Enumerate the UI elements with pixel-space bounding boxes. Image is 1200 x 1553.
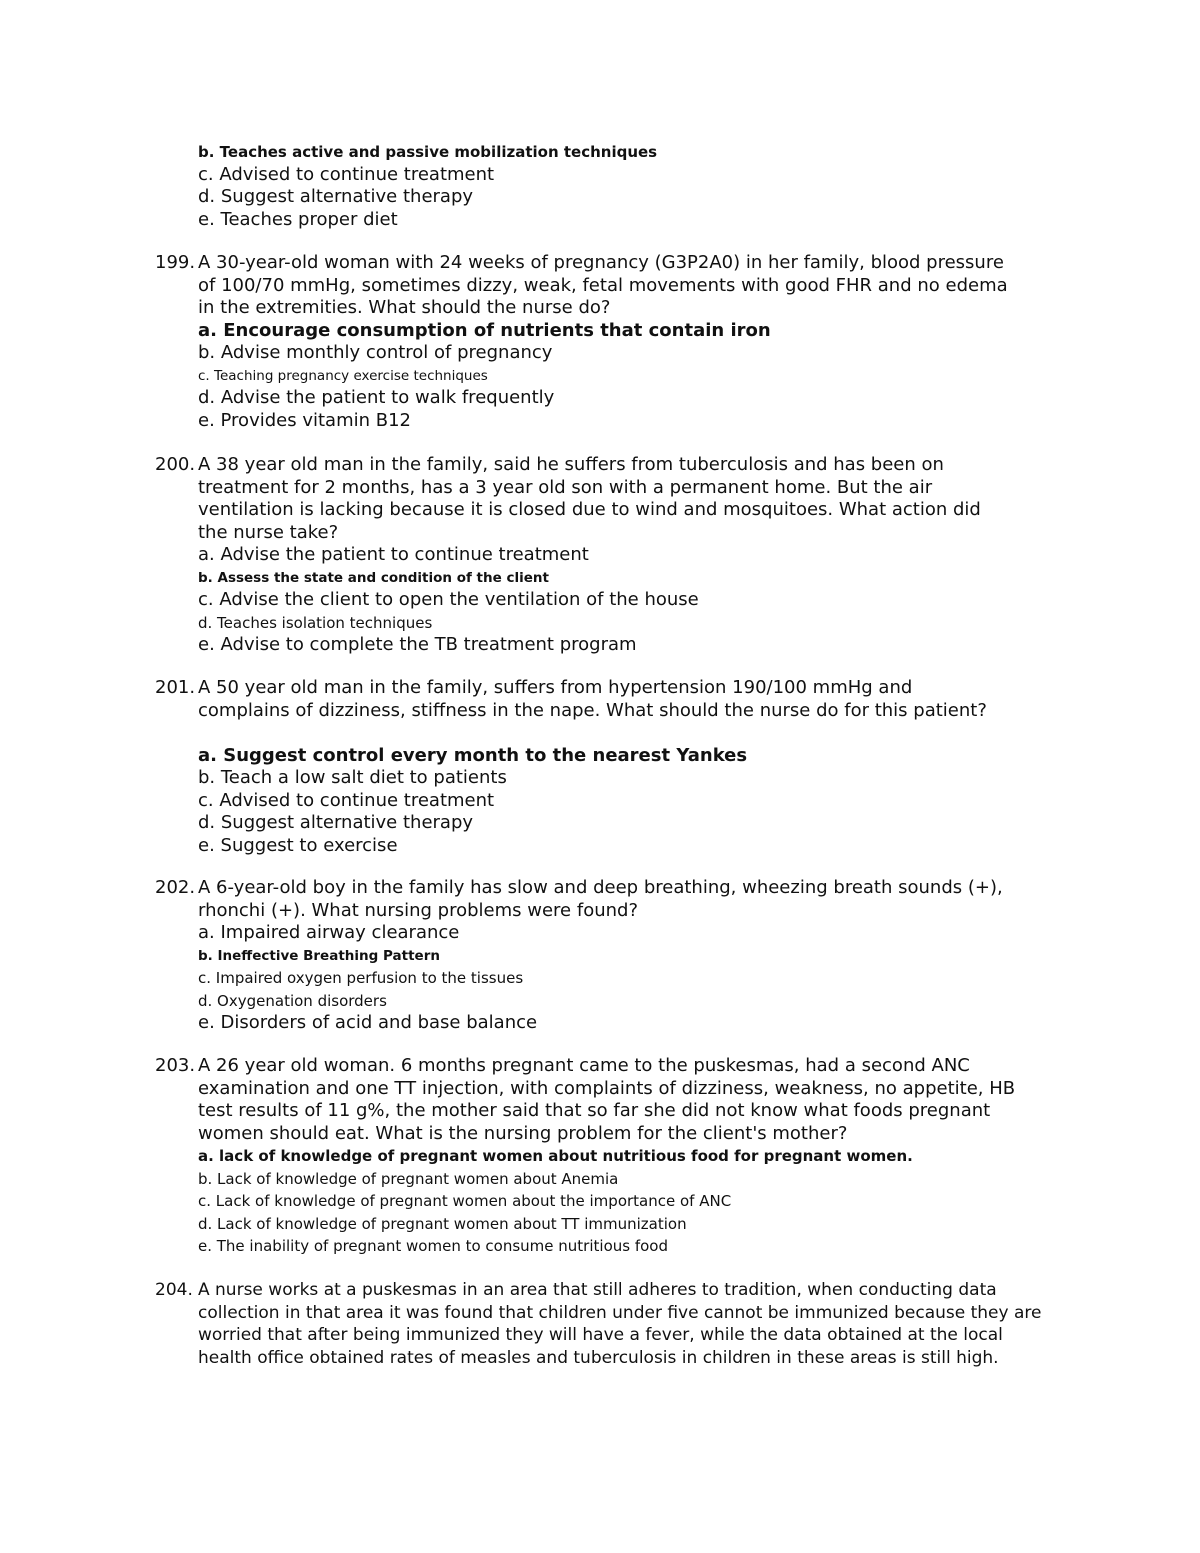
question-201 [155, 677, 1075, 857]
question-stem-line: 199. A 30-year-old woman with 24 weeks of pregnancy (G3P2A0) in her family, blood pressure [155, 252, 1004, 273]
option-a-answer: a. Suggest control every month to the nearest Yankes [198, 744, 748, 766]
question-number: 203. [155, 1055, 196, 1076]
option-b: b. Advise monthly control of pregnancy [198, 342, 553, 363]
question-stem-line: 203. A 26 year old woman. 6 months pregnant came to the puskesmas, had a second ANC [155, 1055, 970, 1076]
question-stem-line: the nurse take? [198, 521, 339, 543]
option-b-answer: b. Ineffective Breathing Pattern [198, 947, 440, 964]
question-stem-line: collection in that area it was found that children under five cannot be immunized because they are [198, 1302, 1042, 1323]
question-stem-line: test results of 11 g%, the mother said that so far she did not know what foods pregnant [198, 1100, 991, 1121]
question-stem-line: in the extremities. What should the nurse do? [198, 297, 611, 318]
question-203 [155, 1055, 1075, 1258]
question-stem-line: health office obtained rates of measles and tuberculosis in children in these areas is still high. [198, 1347, 999, 1368]
option-e: e. Provides vitamin B12 [198, 409, 411, 431]
option-a-answer: a. Encourage consumption of nutrients that contain iron [198, 319, 771, 341]
option-d: d. Suggest alternative therapy [198, 812, 474, 833]
option-d: d. Advise the patient to walk frequently [198, 387, 555, 408]
question-199 [155, 252, 1075, 432]
option-c: c. Advise the client to open the ventilation of the house [198, 589, 699, 610]
option-b: b. Teach a low salt diet to patients [198, 767, 507, 788]
question-number: 204. [155, 1280, 193, 1300]
option-c: c. Impaired oxygen perfusion to the tissues [198, 969, 524, 987]
option-c: c. Teaching pregnancy exercise techniques [198, 367, 488, 384]
question-stem-line: ventilation is lacking because it is closed due to wind and mosquitoes. What action did [198, 499, 981, 520]
option-d: d. Suggest alternative therapy [198, 186, 474, 207]
question-stem-line: 200. A 38 year old man in the family, said he suffers from tuberculosis and has been on [155, 454, 944, 475]
question-stem-line: 204. A nurse works at a puskesmas in an area that still adheres to tradition, when conducting data [155, 1280, 997, 1300]
option-e: e. Advise to complete the TB treatment program [198, 634, 637, 655]
option-e: e. The inability of pregnant women to consume nutritious food [198, 1237, 668, 1255]
option-e: e. Disorders of acid and base balance [198, 1012, 538, 1033]
option-a: a. Impaired airway clearance [198, 922, 460, 943]
option-c: c. Advised to continue treatment [198, 789, 495, 811]
question-number: 202. [155, 877, 196, 898]
option-a-answer: a. lack of knowledge of pregnant women about nutritious food for pregnant women. [198, 1147, 913, 1165]
option-b-answer: b. Assess the state and condition of the client [198, 569, 549, 586]
option-c: c. Advised to continue treatment [198, 163, 495, 185]
option-c: c. Lack of knowledge of pregnant women about the importance of ANC [198, 1192, 732, 1210]
question-204 [155, 1279, 1075, 1369]
question-stem-line: of 100/70 mmHg, sometimes dizzy, weak, fetal movements with good FHR and no edema [198, 274, 1008, 296]
question-number: 201. [155, 677, 196, 698]
question-number: 199. [155, 252, 196, 273]
question-202 [155, 877, 1075, 1035]
option-b: b. Teaches active and passive mobilization techniques [198, 143, 658, 161]
question-number: 200. [155, 454, 196, 475]
question-stem-line: 202. A 6-year-old boy in the family has slow and deep breathing, wheezing breath sounds (+), [155, 877, 1003, 898]
question-stem-line: treatment for 2 months, has a 3 year old son with a permanent home. But the air [198, 476, 933, 498]
question-stem-line: examination and one TT injection, with complaints of dizziness, weakness, no appetite, HB [198, 1077, 1016, 1099]
question-stem-line: rhonchi (+). What nursing problems were found? [198, 899, 638, 921]
question-198-options [155, 141, 1075, 231]
option-b: b. Lack of knowledge of pregnant women about Anemia [198, 1169, 619, 1188]
option-d: d. Lack of knowledge of pregnant women about TT immunization [198, 1214, 687, 1233]
question-stem-line: worried that after being immunized they will have a fever, while the data obtained at the local [198, 1325, 1003, 1345]
blank-line [155, 722, 1075, 745]
option-d: d. Teaches isolation techniques [198, 613, 433, 632]
question-stem-line: 201. A 50 year old man in the family, suffers from hypertension 190/100 mmHg and [155, 677, 913, 698]
option-a: a. Advise the patient to continue treatment [198, 544, 589, 565]
question-stem-line: complains of dizziness, stiffness in the nape. What should the nurse do for this patient? [198, 699, 987, 721]
question-stem-line: women should eat. What is the nursing problem for the client's mother? [198, 1122, 848, 1144]
option-e: e. Suggest to exercise [198, 834, 398, 856]
option-e: e. Teaches proper diet [198, 208, 398, 230]
option-d: d. Oxygenation disorders [198, 991, 387, 1010]
question-200 [155, 454, 1075, 657]
